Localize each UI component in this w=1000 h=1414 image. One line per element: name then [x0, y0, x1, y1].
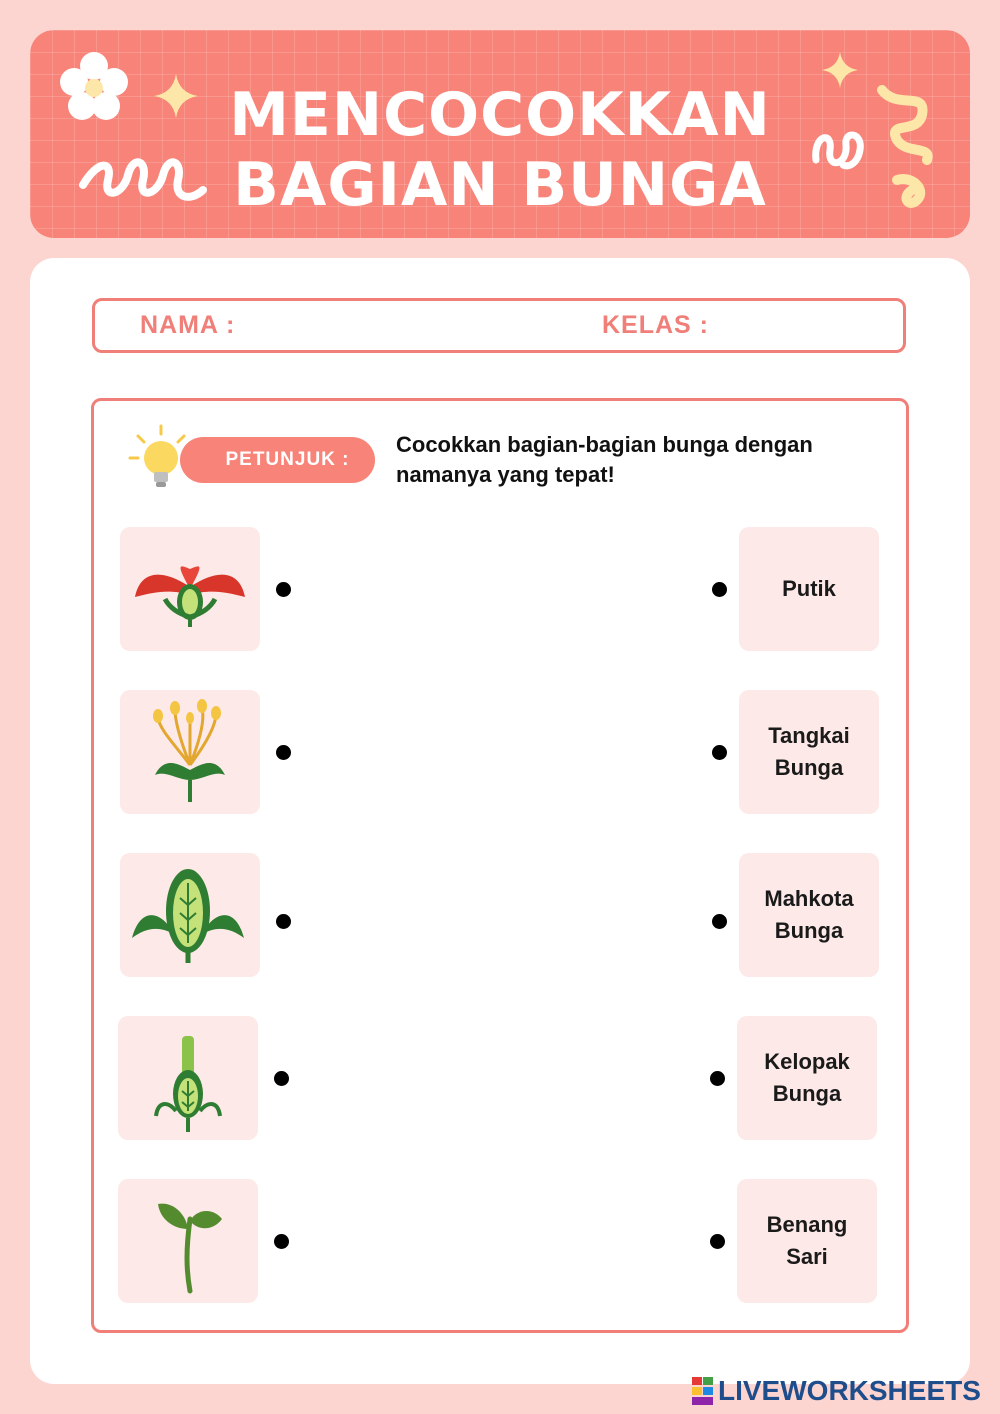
left-match-dot[interactable]	[274, 1071, 289, 1086]
left-match-dot[interactable]	[276, 914, 291, 929]
pistil-icon	[118, 1016, 258, 1140]
page-title	[30, 80, 970, 220]
class-label: KELAS :	[602, 311, 709, 339]
title-banner	[30, 30, 970, 238]
label-mahkota-bunga[interactable]: Mahkota Bunga	[739, 853, 879, 977]
stem-tile[interactable]	[118, 1179, 258, 1303]
stamens-tile[interactable]	[120, 690, 260, 814]
sepals-tile[interactable]	[120, 853, 260, 977]
flower-petals-icon	[120, 527, 260, 651]
left-match-dot[interactable]	[276, 745, 291, 760]
label-benang-sari[interactable]: Benang Sari	[737, 1179, 877, 1303]
liveworksheets-logo-icon	[692, 1377, 714, 1405]
label-tangkai-bunga[interactable]: Tangkai Bunga	[739, 690, 879, 814]
label-putik[interactable]: Putik	[739, 527, 879, 651]
liveworksheets-logo	[692, 1374, 981, 1408]
right-match-dot[interactable]	[712, 914, 727, 929]
left-match-dot[interactable]	[276, 582, 291, 597]
right-match-dot[interactable]	[710, 1071, 725, 1086]
instruction-text: Cocokkan bagian-bagian bunga dengan namanya yang tepat!	[396, 432, 813, 487]
stem-icon	[118, 1179, 258, 1303]
pistil-tile[interactable]	[118, 1016, 258, 1140]
student-info-box[interactable]	[92, 298, 906, 353]
logo-text: LIVEWORKSHEETS	[718, 1375, 981, 1406]
label-kelopak-bunga[interactable]: Kelopak Bunga	[737, 1016, 877, 1140]
right-match-dot[interactable]	[712, 745, 727, 760]
title-line-1: MENCOCOKKAN	[229, 80, 771, 150]
flower-petals-tile[interactable]	[120, 527, 260, 651]
stamens-icon	[120, 690, 260, 814]
left-match-dot[interactable]	[274, 1234, 289, 1249]
right-match-dot[interactable]	[712, 582, 727, 597]
sepals-icon	[120, 853, 260, 977]
title-line-2: BAGIAN BUNGA	[233, 150, 767, 220]
right-match-dot[interactable]	[710, 1234, 725, 1249]
name-label: NAMA :	[140, 311, 236, 339]
instruction-badge: PETUNJUK :	[180, 437, 375, 483]
